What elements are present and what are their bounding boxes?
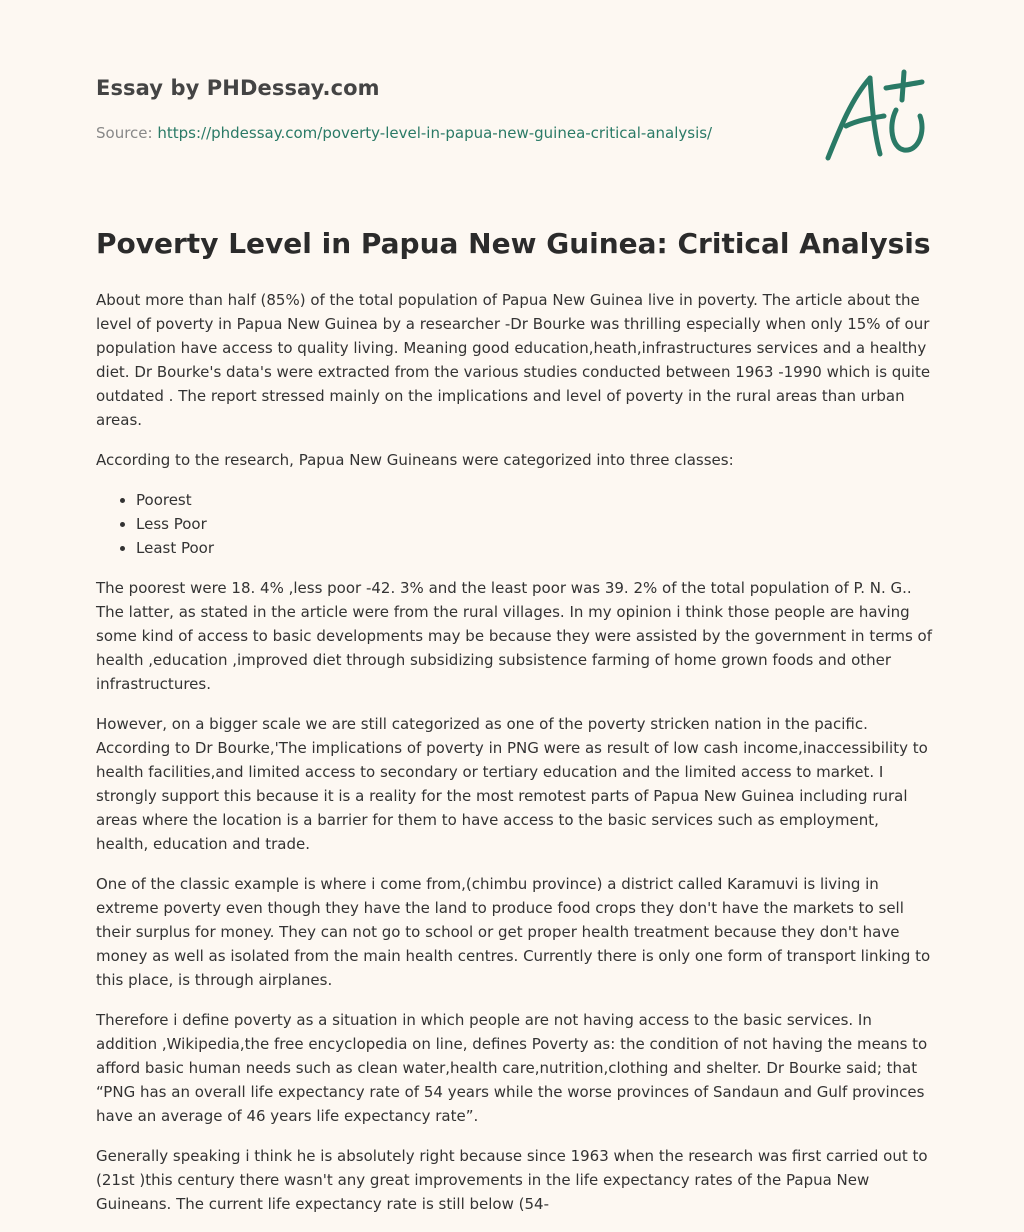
logo-plus-horizontal — [886, 82, 922, 88]
site-title: Essay by PHDessay.com — [96, 76, 380, 100]
source-link[interactable]: https://phdessay.com/poverty-level-in-papua-new-guinea-critical-analysis/ — [157, 124, 713, 142]
a-plus-logo — [824, 66, 928, 166]
poverty-classes-list — [96, 488, 932, 560]
logo-loop — [892, 110, 922, 150]
logo-a-crossbar — [846, 116, 884, 126]
paragraph: About more than half (85%) of the total population of Papua New Guinea live in poverty. The article about the level of poverty in Papua New Guinea by a researcher -Dr Bourke was thrilling especially when only 15% of our population have access to quality living. Meaning good education,heath,infrastructures services and a healthy diet. Dr Bourke's data's were extracted from the various studies conducted between 1963 -1990 which is quite outdated . The report stressed mainly on the implications and level of poverty in the rural areas than urban areas. — [96, 291, 931, 429]
paragraph: One of the classic example is where i come from,(chimbu province) a district called Karamuvi is living in extreme poverty even though they have the land to produce food crops they don't have the markets to sell their surplus for money. They can not go to school or get proper health treatment because they don't have money as well as isolated from the main health centres. Currently there is only one form of transport linking to this place, is through airplanes. — [96, 875, 931, 989]
paragraph: Therefore i define poverty as a situation in which people are not having access to the basic services. In addition ,Wikipedia,the free encyclopedia on line, defines Poverty as: the condition of not having the means to afford basic human needs such as clean water,health care,nutrition,clothing and shelter. Dr Bourke said; that “PNG has an overall life expectancy rate of 54 years while the worse provinces of Sandaun and Gulf provinces have an average of 46 years life expectancy rate”. — [96, 1011, 928, 1125]
list-item: • Less Poor — [136, 512, 932, 536]
paragraph: The poorest were 18. 4% ,less poor -42. 3% and the least poor was 39. 2% of the total population of P. N. G.. The latter, as stated in the article were from the rural villages. In my opinion i think those people are having some kind of access to basic developments may be because they were assisted by the government in terms of health ,education ,improved diet through subsidizing subsistence farming of home grown foods and other infrastructures. — [96, 579, 933, 693]
essay-article — [96, 224, 932, 1232]
page-header — [96, 0, 928, 180]
paragraph: According to the research, Papua New Guineans were categorized into three classes: — [96, 451, 734, 469]
source-label: Source: — [96, 124, 153, 142]
list-item: • Least Poor — [136, 536, 932, 560]
paragraph: Generally speaking i think he is absolutely right because since 1963 when the research was first carried out to (21st )this century there wasn't any great improvements in the life expectancy rates of the Papua New Guineans. The current life expectancy rate is still below (54- — [96, 1147, 928, 1213]
source-line — [96, 124, 712, 142]
paragraph: However, on a bigger scale we are still categorized as one of the poverty stricken nation in the pacific. According to Dr Bourke,'The implications of poverty in PNG were as result of low cash income,inaccessibility to health facilities,and limited access to secondary or tertiary education and the limited access to market. I strongly support this because it is a reality for the most remotest parts of Papua New Guinea including rural areas where the location is a barrier for them to have access to the basic services such as employment, health, education and trade. — [96, 715, 928, 853]
list-item: • Poorest — [136, 488, 932, 512]
essay-title: Poverty Level in Papua New Guinea: Critical Analysis — [96, 227, 931, 260]
